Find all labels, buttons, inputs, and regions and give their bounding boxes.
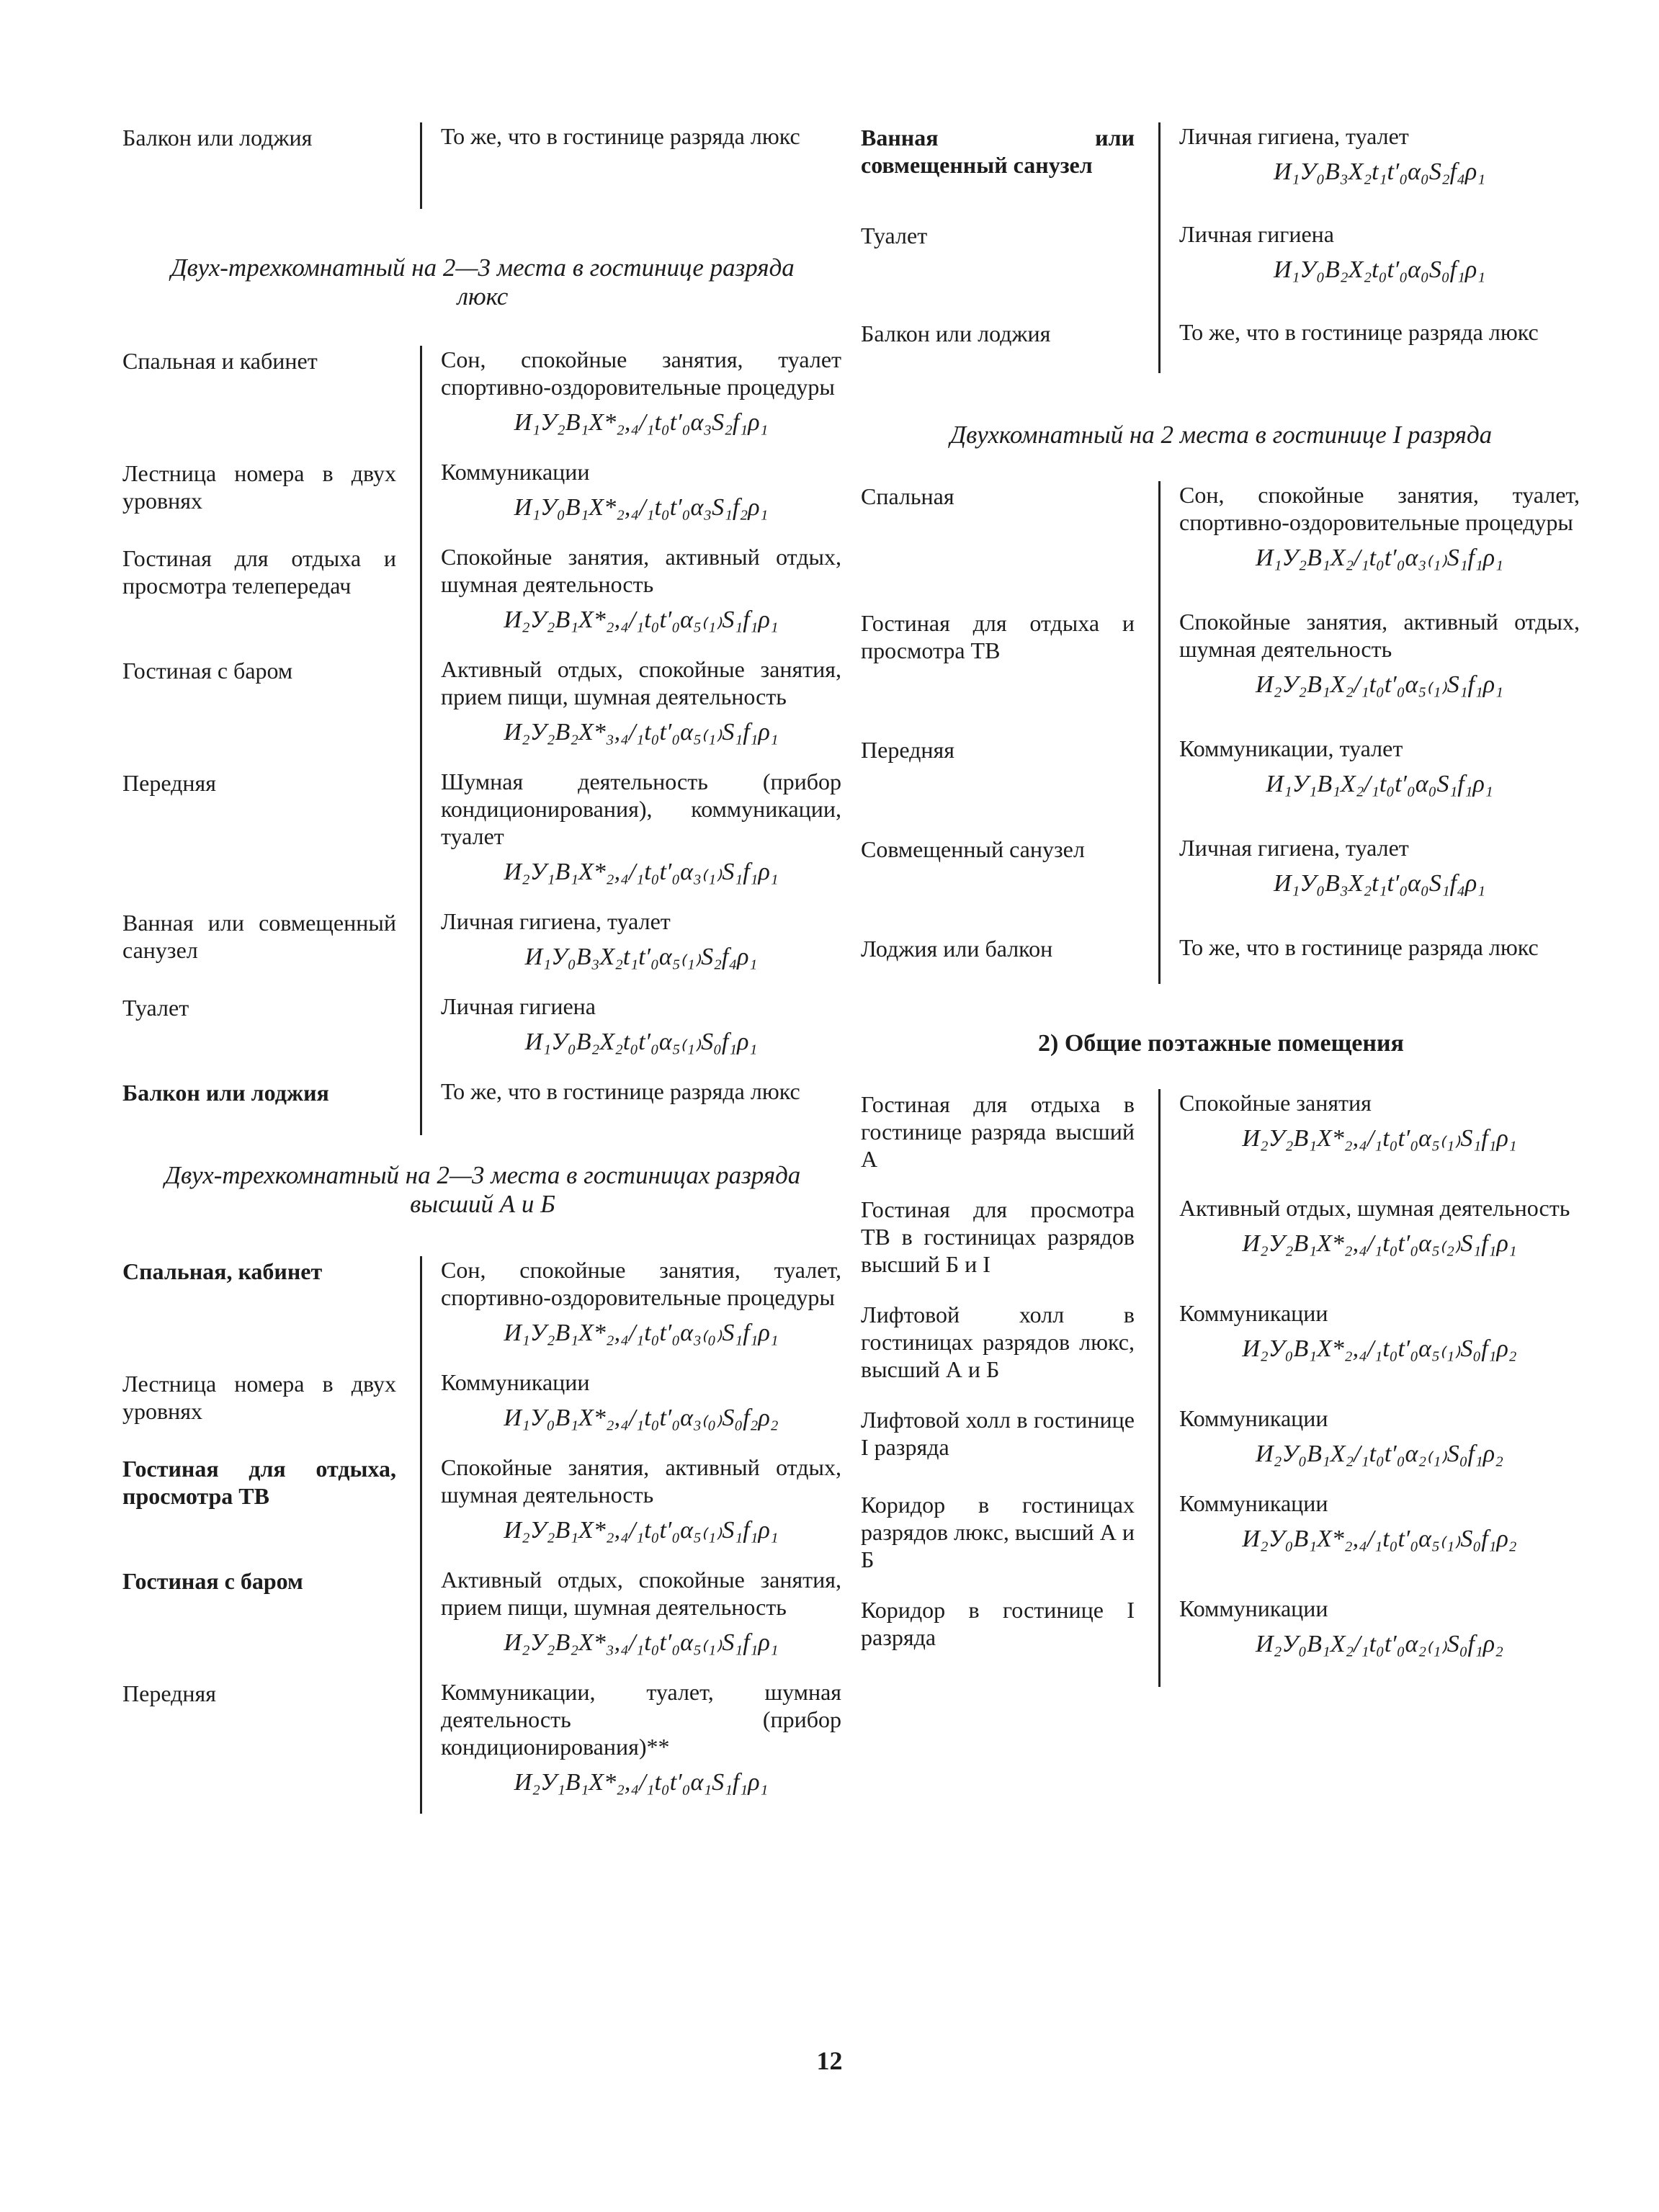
room-name: Гостиная для отдыха и просмотра телепередач [122,545,396,599]
table-row [122,543,843,634]
room-activity: Коммуникации, туалет, шумная деятельность (прибор кондиционирования)** [441,1679,841,1760]
room-description [441,1369,841,1432]
room-activity: Коммуникации, туалет [1179,735,1403,761]
room-description [441,1678,841,1796]
room-name: Гостиная с баром [122,1568,303,1594]
table-row [122,1454,843,1544]
room-name: Спальная, кабинет [122,1258,323,1284]
table-row [861,1299,1581,1383]
room-formula: И₁У₀В₃Х₂t₁t′₀α₀S₂f₄ρ₁ [1273,158,1486,185]
room-name: Передняя [861,737,954,763]
room-formula: И₁У₀В₃Х₂t₁t′₀α₀S₁f₄ρ₁ [1273,870,1486,897]
room-activity: Спокойные занятия [1179,1090,1372,1116]
room-formula: И₂У₀В₁Х*₂,₄/₁t₀t′₀α₅₍₁₎S₀f₁ρ₂ [1242,1335,1517,1362]
room-name: Гостиная для просмотра ТВ в гостиницах разрядов высший Б и I [861,1196,1135,1277]
room-formula: И₁У₂В₁Х*₂,₄/₁t₀t′₀α₃S₂f₁ρ₁ [514,409,769,436]
room-description [1179,1194,1580,1258]
room-name: Туалет [861,223,928,248]
room-description [1179,1595,1580,1658]
section-heading: Двухкомнатный на 2 места в гостинице I разряда [949,421,1493,449]
room-name: Спальная и кабинет [122,348,318,374]
room-activity: Личная гигиена, туалет [1179,123,1409,149]
room-name: Спальная [861,483,954,509]
room-name: Ванная или совмещенный санузел [122,910,396,963]
table-block [861,122,1581,373]
room-activity: Личная гигиена [1179,221,1334,247]
table-row [122,1078,843,1106]
room-description [1179,608,1580,699]
room-description [1179,1089,1580,1152]
table-block [122,346,843,1135]
table-row [122,1678,843,1796]
room-activity: Коммуникации [1179,1595,1328,1621]
table-row [122,768,843,886]
room-formula: И₁У₂В₁Х*₂,₄/₁t₀t′₀α₃₍₀₎S₁f₁ρ₁ [504,1320,779,1346]
room-activity: Коммуникации [1179,1300,1328,1326]
room-formula: И₂У₀В₁Х₂/₁t₀t′₀α₂₍₁₎S₀f₁ρ₂ [1256,1631,1503,1657]
room-description [441,1256,841,1347]
room-name: Передняя [122,1680,216,1706]
room-description: То же, что в гостинице разряда люкс [441,123,800,149]
room-description [441,543,841,634]
room-formula: И₂У₂В₂Х*₃,₄/₁t₀t′₀α₅₍₁₎S₁f₁ρ₁ [504,719,779,745]
table-row [861,1595,1581,1658]
room-formula: И₁У₀В₁Х*₂,₄/₁t₀t′₀α₃₍₀₎S₀f₂ρ₂ [504,1405,779,1431]
room-activity: Личная гигиена, туалет [1179,835,1409,861]
room-activity: Спокойные занятия, активный отдых, шумная деятельность [441,1454,841,1508]
room-name: Лестница номера в двух уровнях [122,1371,396,1424]
table-row [861,1405,1581,1468]
room-formula: И₁У₀В₂Х₂t₀t′₀α₀S₀f₁ρ₁ [1273,256,1486,283]
room-description [1179,481,1580,572]
room-description [1179,1299,1580,1363]
room-formula: И₂У₂В₁Х₂/₁t₀t′₀α₅₍₁₎S₁f₁ρ₁ [1256,671,1503,698]
room-formula: И₂У₁В₁Х*₂,₄/₁t₀t′₀α₁S₁f₁ρ₁ [514,1769,769,1796]
table-row [122,458,843,521]
room-activity: Сон, спокойные занятия, туалет, спортивно-оздоровительные процедуры [441,1257,841,1310]
room-formula: И₁У₀В₂Х₂t₀t′₀α₅₍₁₎S₀f₁ρ₁ [524,1029,758,1055]
room-description [441,655,841,746]
table-row [122,1369,843,1432]
room-description [441,1566,841,1657]
room-name: Туалет [122,995,189,1021]
room-description [441,908,841,971]
section-heading: Двух-трехкомнатный на 2—3 места в гостинице разряда люкс [171,254,795,310]
room-name: Коридор в гостинице I разряда [861,1597,1135,1650]
room-name: Балкон или лоджия [122,125,313,151]
room-name: Ванная или совмещенный санузел [861,125,1135,178]
room-activity: Спокойные занятия, активный отдых, шумная деятельность [1179,609,1580,662]
table-row [861,481,1581,572]
room-name: Гостиная с баром [122,658,293,684]
table-block [122,122,843,209]
room-activity: Коммуникации [441,1369,590,1395]
room-description [1179,220,1580,284]
room-name: Лестница номера в двух уровнях [122,460,396,514]
table-block [122,1256,843,1814]
table-block [861,481,1581,984]
room-name: Коридор в гостиницах разрядов люкс, высший А и Б [861,1492,1135,1572]
room-name: Лоджия или балкон [861,936,1053,962]
room-activity: Личная гигиена [441,993,596,1019]
room-activity: Активный отдых, спокойные занятия, прием пищи, шумная деятельность [441,656,841,709]
room-description: То же, что в гостинице разряда люкс [441,1078,800,1104]
room-activity: Сон, спокойные занятия, туалет спортивно-оздоровительные процедуры [441,346,841,400]
table-row [122,346,843,436]
room-name: Балкон или лоджия [122,1080,329,1106]
room-description [1179,1490,1580,1553]
room-description [1179,122,1580,186]
section-heading: 2) Общие поэтажные помещения [1038,1030,1404,1057]
table-row [861,318,1581,347]
room-name: Гостиная для отдыха и просмотра ТВ [861,610,1135,663]
room-activity: Активный отдых, спокойные занятия, прием пищи, шумная деятельность [441,1567,841,1620]
room-description: То же, что в гостинице разряда люкс [1179,319,1539,345]
room-description [441,346,841,436]
right-column [861,122,1581,1687]
room-formula: И₂У₀В₁Х*₂,₄/₁t₀t′₀α₅₍₁₎S₀f₁ρ₂ [1242,1526,1517,1552]
room-formula: И₂У₀В₁Х₂/₁t₀t′₀α₂₍₁₎S₀f₁ρ₂ [1256,1441,1503,1467]
room-formula: И₂У₂В₁Х*₂,₄/₁t₀t′₀α₅₍₂₎S₁f₁ρ₁ [1242,1230,1517,1257]
table-row [861,1490,1581,1573]
room-description [441,1454,841,1544]
room-description [441,458,841,521]
table-row [861,735,1581,798]
room-activity: Коммуникации [1179,1405,1328,1431]
table-row [122,122,843,151]
table-row [861,834,1581,897]
room-formula: И₁У₀В₁Х*₂,₄/₁t₀t′₀α₃S₁f₂ρ₁ [514,494,769,521]
room-formula: И₂У₁В₁Х*₂,₄/₁t₀t′₀α₃₍₁₎S₁f₁ρ₁ [504,859,779,885]
room-formula: И₁У₂В₁Х₂/₁t₀t′₀α₃₍₁₎S₁f₁ρ₁ [1256,545,1503,571]
room-activity: Личная гигиена, туалет [441,908,671,934]
table-row [122,655,843,746]
table-row [861,122,1581,186]
table-row [861,220,1581,284]
room-activity: Сон, спокойные занятия, туалет, спортивно-оздоровительные процедуры [1179,482,1580,535]
room-description [441,768,841,886]
room-formula: И₂У₂В₁Х*₂,₄/₁t₀t′₀α₅₍₁₎S₁f₁ρ₁ [504,606,779,633]
table-row [861,608,1581,699]
room-formula: И₂У₂В₁Х*₂,₄/₁t₀t′₀α₅₍₁₎S₁f₁ρ₁ [1242,1125,1517,1152]
room-description: То же, что в гостинице разряда люкс [1179,934,1539,960]
left-column [122,122,843,1814]
room-name: Гостиная для отдыха в гостинице разряда высший А [861,1091,1135,1172]
table-row [122,993,843,1056]
table-row [861,1089,1581,1173]
room-description [1179,834,1580,897]
room-name: Совмещенный санузел [861,836,1085,862]
room-activity: Спокойные занятия, активный отдых, шумная деятельность [441,544,841,597]
table-row [861,1194,1581,1278]
room-name: Балкон или лоджия [861,321,1051,346]
room-description [1179,735,1580,798]
room-formula: И₂У₂В₂Х*₃,₄/₁t₀t′₀α₅₍₁₎S₁f₁ρ₁ [504,1629,779,1656]
section-heading: Двух-трехкомнатный на 2—3 места в гостиницах разряда высший А и Б [164,1161,801,1218]
table-row [861,933,1581,962]
room-name: Передняя [122,770,216,796]
room-formula: И₁У₁В₁Х₂/₁t₀t′₀α₀S₁f₁ρ₁ [1266,771,1493,797]
room-description [1179,1405,1580,1468]
room-name: Гостиная для отдыха, просмотра ТВ [122,1456,396,1509]
room-description [441,993,841,1056]
room-activity: Активный отдых, шумная деятельность [1179,1195,1570,1221]
room-formula: И₂У₂В₁Х*₂,₄/₁t₀t′₀α₅₍₁₎S₁f₁ρ₁ [504,1517,779,1544]
table-row [122,1566,843,1657]
table-row [122,1256,843,1347]
page-number: 12 [816,2046,843,2075]
room-formula: И₁У₀В₃Х₂t₁t′₀α₅₍₁₎S₂f₄ρ₁ [524,944,758,970]
room-activity: Коммуникации [1179,1490,1328,1516]
room-activity: Коммуникации [441,459,590,485]
room-name: Лифтовой холл в гостиницах разрядов люкс, высший А и Б [861,1302,1135,1382]
room-name: Лифтовой холл в гостинице I разряда [861,1407,1135,1460]
room-activity: Шумная деятельность (прибор кондиционирования), коммуникации, туалет [441,769,841,849]
table-row [122,908,843,971]
table-block [861,1089,1581,1687]
